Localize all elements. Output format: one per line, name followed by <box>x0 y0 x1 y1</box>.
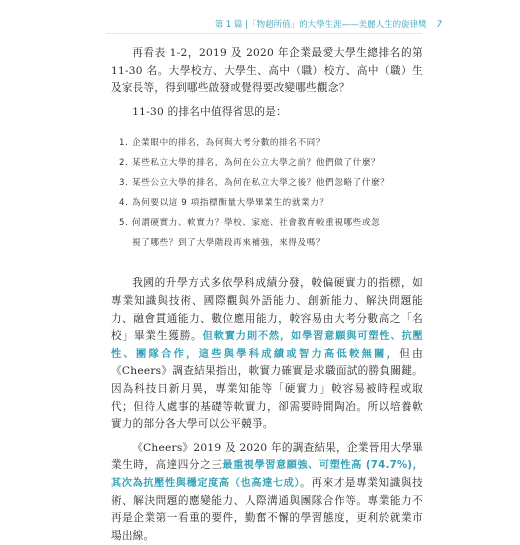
list-item: 4. 為何要以這 9 項指標衡量大學畢業生的就業力？ <box>119 198 329 209</box>
header-divider <box>106 33 422 34</box>
list-item: 視了哪些？到了大學階段再來補強，來得及嗎？ <box>132 238 326 249</box>
list-item: 1. 企業眼中的排名，為何與大考分數的排名不同？ <box>119 138 326 149</box>
running-header <box>215 18 442 30</box>
highlight-text: 最重視學習意願強、可塑性高 (74.7%)，其次為抗壓性與穩定度高（也高達七成） <box>111 460 424 489</box>
survey-paragraph: 《Cheers》2019 及 2020 年的調查結果，企業晉用大學畢業生時，高達四分之三最重視學習意願強、可塑性高 (74.7%)，其次為抗壓性與穩定度高（也高達七成）。再來才是專業知識與技術、解決問題的應變能力、人際溝通與團隊合作等。專業能力不再是企業第一看重的要件，勤奮不懈的學習態度，更利於就業市場出線。 <box>111 441 424 542</box>
highlight-text: 但軟實力則不然，如學習意願與可塑性、抗壓性、團隊合作，這些與學科成績或智力高低較無關， <box>111 331 423 360</box>
list-item: 2. 某些私立大學的排名，為何在公立大學之前？他們做了什麼？ <box>119 158 381 169</box>
question-lead: 11-30 的排名中值得省思的是： <box>132 105 287 118</box>
list-item: 3. 某些公立大學的排名，為何在私立大學之後？他們忽略了什麼？ <box>119 178 390 189</box>
list-item: 5. 何謂硬實力、軟實力？學校、家庭、社會教育較重視哪些或忽 <box>119 218 381 229</box>
soft-skills-paragraph: 我國的升學方式多依學科成績分發，較偏硬實力的指標，如專業知識與技術、國際觀與外語能力、創新能力、解決問題能力、融會貫通能力、數位應用能力，較容易由大考分數高之「名校」畢業生獲勝。但軟實力則不然，如學習意願與可塑性、抗壓性、團隊合作，這些與學科成績或智力高低較無關，但由《Cheers》調查結果指出，軟實力確實是求職面試的勝負關鍵。因為科技日新月異，專業知能等「硬實力」較容易被時程或取代；但待人處事的基礎等軟實力，卻需要時間陶冶。所以培養軟實力的部分各大學可以公平競爭。 <box>111 277 423 431</box>
page-body <box>111 45 423 545</box>
question-list <box>111 133 423 253</box>
intro-paragraph: 再看表 1-2，2019 及 2020 年企業最愛大學生總排名的第 11-30 名。大學校方、大學生、高中（職）校方、高中（職）生及家長等，得到哪些啟發或覺得要改變哪些觀念？ <box>111 47 423 95</box>
page-number: 7 <box>436 20 442 30</box>
chapter-title: 第 1 篇 |「物超所值」的大學生涯——美麗人生的旋律獎 <box>214 20 427 30</box>
